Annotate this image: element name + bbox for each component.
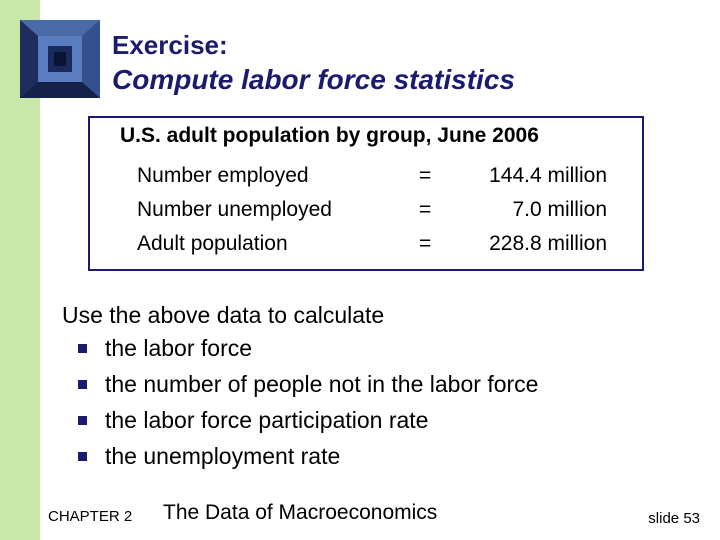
- slide-title-line2: Compute labor force statistics: [112, 64, 515, 95]
- list-item: [78, 335, 538, 371]
- square-bullet-icon: [78, 380, 87, 389]
- row-value: 144.4 million: [489, 164, 607, 187]
- data-row-employed: [137, 164, 607, 194]
- row-equals: =: [419, 164, 432, 187]
- row-value: 228.8 million: [489, 232, 607, 255]
- list-item: [78, 407, 538, 443]
- instructions-intro: Use the above data to calculate: [62, 302, 385, 328]
- square-bullet-icon: [78, 344, 87, 353]
- footer-title: The Data of Macroeconomics: [163, 501, 438, 524]
- population-data-box: [88, 116, 644, 271]
- data-row-adult-population: [137, 232, 607, 262]
- row-label: Adult population: [137, 232, 288, 255]
- list-item: [78, 443, 538, 479]
- tunnel-logo-icon: [20, 20, 100, 98]
- footer-slide-number: slide 53: [648, 510, 700, 527]
- list-item-text: the number of people not in the labor force: [105, 371, 539, 397]
- list-item-text: the unemployment rate: [105, 443, 341, 469]
- instructions-list: [78, 335, 538, 479]
- row-label: Number unemployed: [137, 198, 332, 221]
- row-equals: =: [419, 232, 432, 255]
- square-bullet-icon: [78, 416, 87, 425]
- list-item-text: the labor force participation rate: [105, 407, 429, 433]
- data-box-heading: U.S. adult population by group, June 2006: [120, 124, 539, 147]
- footer-chapter: CHAPTER 2: [48, 508, 133, 525]
- slide-title-line1: Exercise:: [112, 30, 228, 60]
- list-item-text: the labor force: [105, 335, 253, 361]
- row-equals: =: [419, 198, 432, 221]
- list-item: [78, 371, 538, 407]
- row-label: Number employed: [137, 164, 309, 187]
- square-bullet-icon: [78, 452, 87, 461]
- data-row-unemployed: [137, 198, 607, 228]
- row-value: 7.0 million: [512, 198, 607, 221]
